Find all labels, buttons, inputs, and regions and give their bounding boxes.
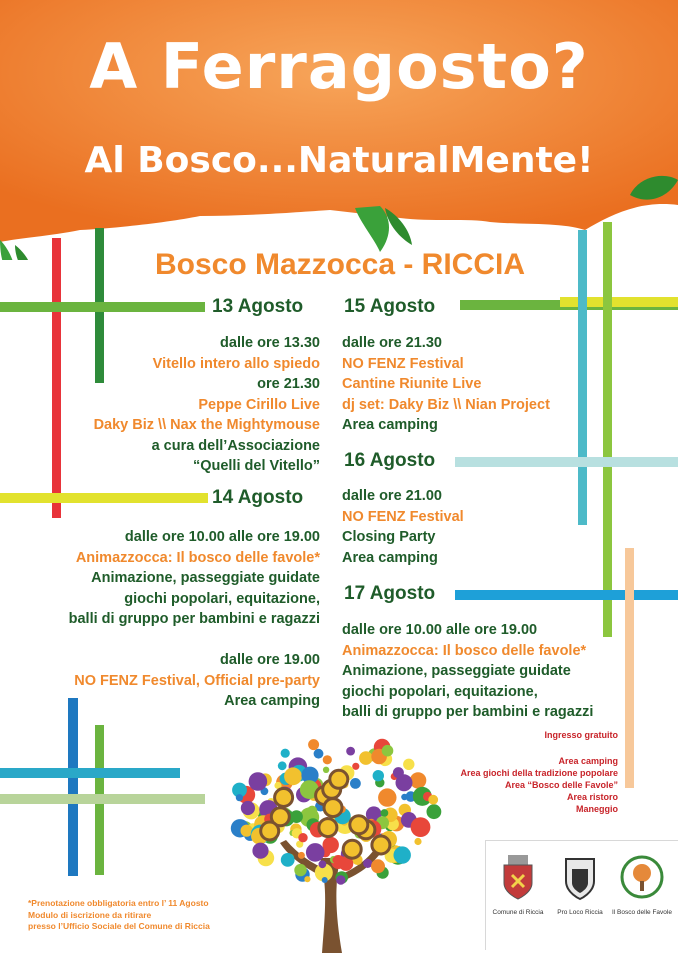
program-line: dalle ore 21.30: [342, 335, 442, 351]
tree-crown: [225, 730, 445, 900]
date-17-august: 17 Agosto: [340, 583, 439, 605]
note-line: presso l’Ufficio Sociale del Comune di Riccia: [28, 921, 210, 931]
poster-subtitle: Al Bosco...NaturalMente!: [84, 140, 594, 181]
reservation-note: [28, 898, 210, 933]
flower-icon: [252, 843, 268, 859]
coat-of-arms-icon: [500, 853, 536, 901]
sunflower-icon: [319, 819, 337, 837]
yellow-horizontal-line: [0, 493, 210, 503]
program-13-august: [30, 333, 320, 477]
sunflower-icon: [261, 822, 279, 840]
area-item: Area camping: [558, 756, 618, 766]
program-line: giochi popolari, equitazione,: [124, 590, 320, 607]
flower-icon: [363, 859, 372, 868]
flower-icon: [323, 755, 332, 764]
flower-icon: [323, 767, 329, 773]
program-line: “Quelli del Vitello”: [192, 458, 320, 474]
program-line: dalle ore 13.30: [220, 335, 320, 351]
flower-icon: [414, 838, 421, 845]
flower-icon: [411, 817, 431, 837]
sage-horizontal-line-bottom: [0, 794, 205, 804]
logo-bosco-favole: [612, 853, 672, 917]
green-horizontal-line: [0, 302, 205, 312]
flower-icon: [314, 749, 324, 759]
flower-icon: [278, 761, 287, 770]
logo-comune-riccia: [488, 853, 548, 917]
flower-icon: [346, 747, 355, 756]
program-line: Vitello intero allo spiedo: [152, 355, 320, 372]
flower-icon: [298, 833, 307, 842]
program-line: dalle ore 10.00 alle ore 19.00: [124, 529, 320, 545]
forest-logo-icon: [620, 853, 664, 901]
program-line: Area camping: [342, 417, 438, 433]
flower-icon: [304, 876, 310, 882]
flower-icon: [241, 801, 255, 815]
program-line: Animazione, passeggiate guidate: [91, 570, 320, 586]
sunflower-icon: [350, 816, 368, 834]
date-14-august: 14 Agosto: [208, 487, 307, 509]
flower-icon: [294, 864, 306, 876]
area-item: Area giochi della tradizione popolare: [460, 768, 618, 778]
logo-caption: Comune di Riccia: [492, 909, 544, 916]
flower-icon: [359, 751, 373, 765]
program-line: Closing Party: [342, 529, 436, 545]
program-line: Animazzocca: Il bosco delle favole*: [75, 549, 320, 566]
note-line: *Prenotazione obbligatoria entro l’ 11 Agosto: [28, 898, 209, 908]
program-line: giochi popolari, equitazione,: [342, 683, 538, 700]
light-blue-horizontal-line: [455, 457, 678, 467]
free-entry-text: Ingresso gratuito: [544, 730, 618, 740]
program-16-august: [342, 486, 582, 568]
flower-icon: [403, 759, 414, 770]
date-16-august: 16 Agosto: [340, 450, 439, 472]
flower-icon: [319, 860, 327, 868]
logo-caption: Il Bosco delle Favole: [612, 909, 672, 916]
shield-crest-icon: [562, 853, 598, 901]
program-line: Area camping: [224, 693, 320, 709]
flower-icon: [322, 877, 328, 883]
area-item: Area ristoro: [566, 792, 618, 802]
sunflower-icon: [275, 789, 293, 807]
program-line: NO FENZ Festival, Official pre-party: [74, 672, 320, 689]
location-title: Bosco Mazzocca - RICCIA: [154, 248, 526, 281]
poster-title: A Ferragosto?: [89, 30, 589, 103]
blue-vertical-line-bottom: [68, 698, 78, 876]
program-line: Animazzocca: Il bosco delle favole*: [342, 642, 587, 659]
note-line: Modulo di iscrizione da ritirare: [28, 909, 152, 920]
flower-icon: [381, 809, 389, 817]
flower-icon: [350, 778, 361, 789]
logo-pro-loco: [550, 853, 610, 917]
flower-icon: [308, 739, 319, 750]
area-item: Area “Bosco delle Favole”: [504, 780, 618, 790]
sponsor-logos: [485, 840, 678, 950]
flower-icon: [332, 857, 339, 864]
program-line: Peppe Cirillo Live: [198, 396, 320, 413]
flower-icon: [336, 875, 345, 884]
date-15-august: 15 Agosto: [340, 296, 439, 318]
green-vertical-line-right: [603, 222, 612, 637]
flower-icon: [393, 767, 404, 778]
sunflower-icon: [324, 799, 342, 817]
flower-icon: [306, 843, 325, 862]
flower-icon: [281, 853, 295, 867]
program-line: Area camping: [342, 549, 438, 566]
info-list: [420, 729, 618, 815]
program-line: a cura dell’Associazione: [151, 437, 320, 454]
flower-icon: [352, 763, 359, 770]
program-line: Cantine Riunite Live: [342, 376, 482, 392]
teal-horizontal-line-bottom: [0, 768, 180, 778]
program-line: NO FENZ Festival: [342, 508, 464, 525]
flower-icon: [382, 745, 394, 757]
program-line: dalle ore 19.00: [220, 652, 320, 668]
program-15-august: [342, 333, 582, 436]
flower-icon: [298, 852, 305, 859]
program-line: Daky Biz \\ Nax the Mightymouse: [93, 417, 320, 433]
flower-icon: [378, 788, 396, 806]
flower-icon: [249, 772, 268, 791]
date-13-august: 13 Agosto: [208, 296, 307, 318]
flower-icon: [284, 767, 302, 785]
sunflower-icon: [372, 836, 390, 854]
program-line: dalle ore 10.00 alle ore 19.00: [342, 622, 538, 638]
program-line: dalle ore 21.00: [342, 488, 442, 504]
program-line: NO FENZ Festival: [342, 355, 464, 372]
logo-caption: Pro Loco Riccia: [557, 909, 603, 916]
flower-icon: [410, 772, 426, 788]
flower-icon: [373, 770, 384, 781]
program-14-august-evening: [10, 650, 320, 712]
sunflower-icon: [330, 770, 348, 788]
flower-icon: [427, 804, 442, 819]
flower-icon: [371, 859, 385, 873]
flower-icon: [394, 846, 411, 863]
program-14-august: [10, 527, 320, 630]
program-line: dj set: Daky Biz \\ Nian Project: [342, 396, 550, 413]
program-17-august: [342, 620, 632, 723]
blue-horizontal-line: [455, 590, 678, 600]
program-line: Animazione, passeggiate guidate: [342, 663, 571, 679]
flower-icon: [236, 794, 243, 801]
program-line: balli di gruppo per bambini e ragazzi: [342, 704, 594, 720]
flower-icon: [428, 795, 438, 805]
sunflower-icon: [343, 840, 361, 858]
program-line: balli di gruppo per bambini e ragazzi: [68, 611, 320, 627]
area-item: Maneggio: [576, 804, 618, 814]
program-line: ore 21.30: [257, 376, 320, 392]
areas-list: [420, 755, 618, 815]
flower-icon: [281, 749, 290, 758]
